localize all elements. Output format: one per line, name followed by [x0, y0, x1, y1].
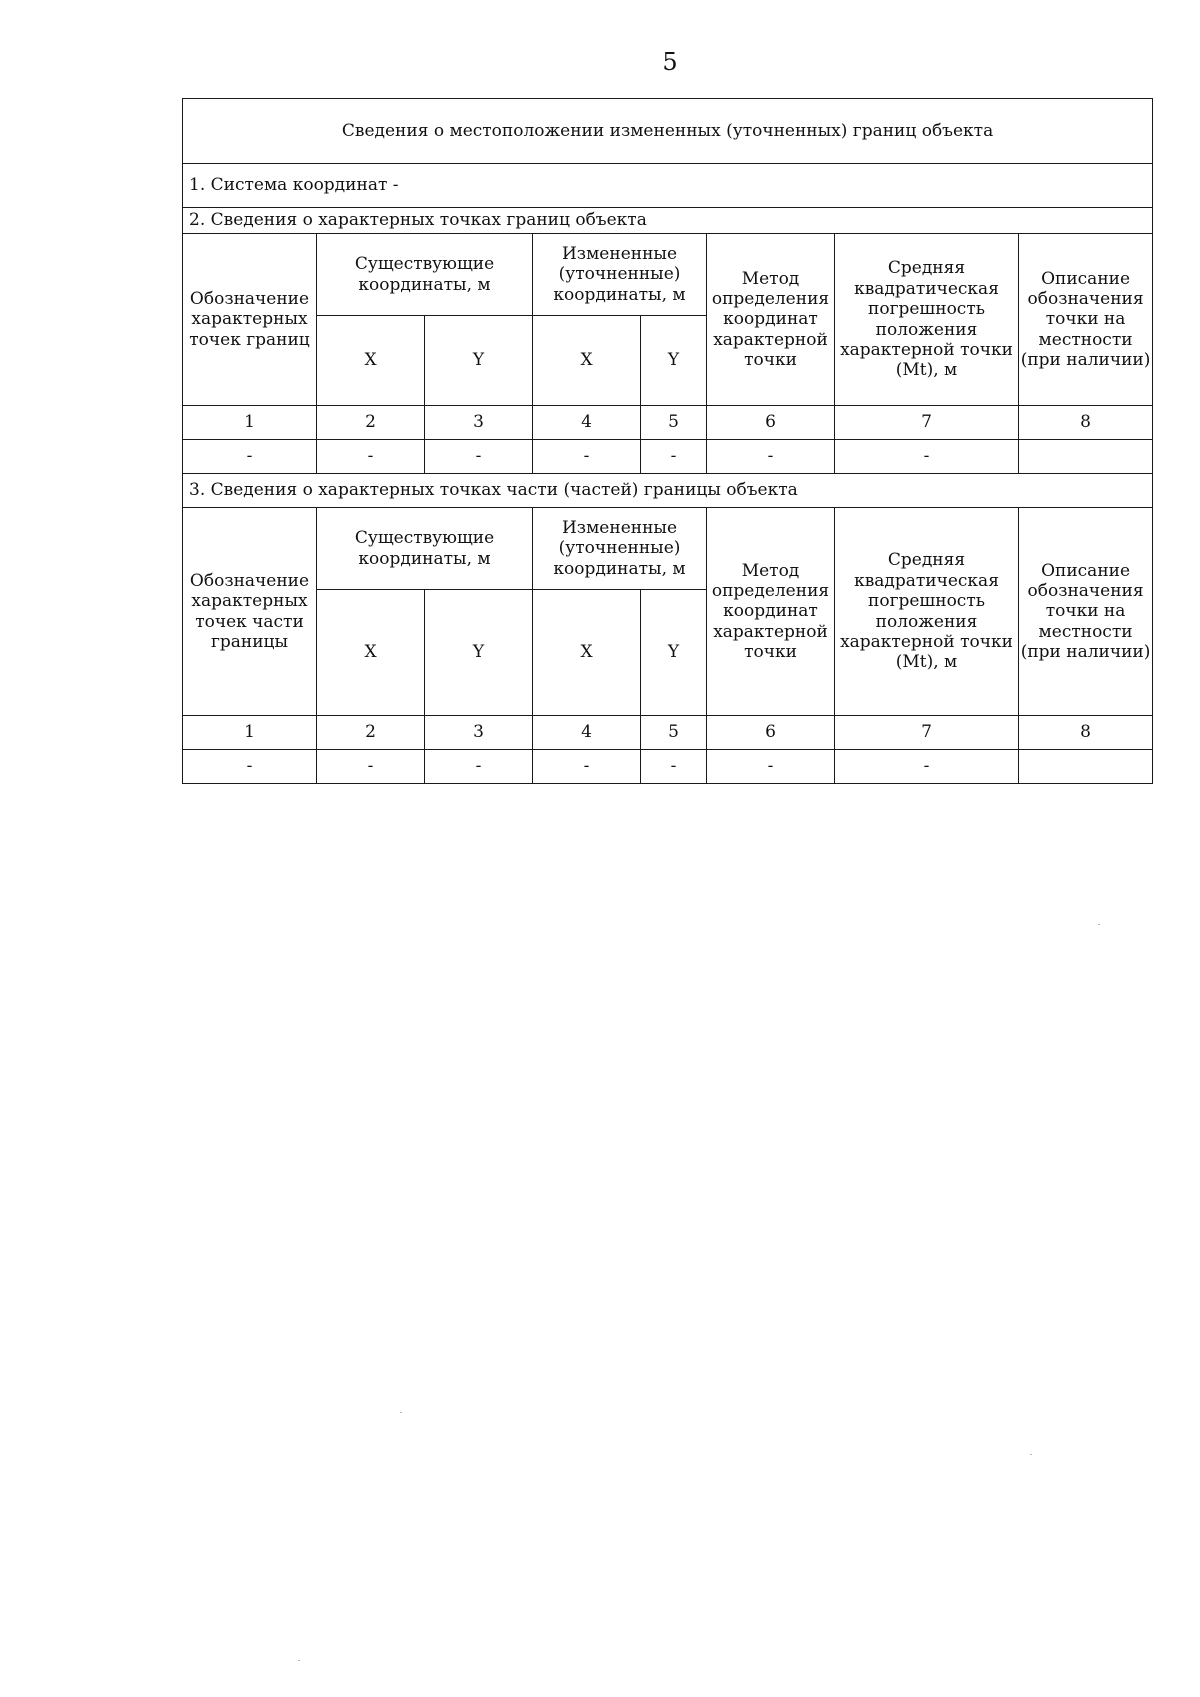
title-row [183, 99, 1153, 164]
column-number: 7 [835, 406, 1019, 440]
section3-header-method: Метод определения координат характерной точки [707, 508, 835, 716]
table-cell: - [183, 440, 317, 474]
table-cell: - [835, 440, 1019, 474]
section2-header-changed: Измененные (уточненные) координаты, м [533, 234, 707, 316]
section3-title-row [183, 474, 1153, 508]
page-number: 5 [662, 48, 678, 76]
scan-speck [1030, 1454, 1032, 1455]
column-number: 1 [183, 716, 317, 750]
table-cell [1019, 750, 1153, 784]
column-number: 5 [641, 716, 707, 750]
section3-title: 3. Сведения о характерных точках части (частей) границы объекта [183, 474, 1153, 508]
section2-header-existing-x: X [317, 316, 425, 406]
table-cell: - [641, 440, 707, 474]
table-cell: - [183, 750, 317, 784]
scan-speck [1098, 924, 1100, 925]
section3-header-error: Средняя квадратическая погрешность положения характерной точки (Mt), м [835, 508, 1019, 716]
column-number: 3 [425, 406, 533, 440]
table-title: Сведения о местоположении измененных (уточненных) границ объекта [183, 99, 1153, 164]
section3-header-changed-x: X [533, 590, 641, 716]
section2-header-changed-x: X [533, 316, 641, 406]
column-number: 8 [1019, 406, 1153, 440]
table-row [183, 440, 1153, 474]
section3-header-row [183, 508, 1153, 590]
column-number: 6 [707, 716, 835, 750]
column-number: 8 [1019, 716, 1153, 750]
table-cell: - [641, 750, 707, 784]
table-cell: - [425, 750, 533, 784]
table-cell: - [533, 440, 641, 474]
table-cell: - [707, 440, 835, 474]
section3-header-changed: Измененные (уточненные) координаты, м [533, 508, 707, 590]
column-number: 4 [533, 716, 641, 750]
section2-header-existing-y: Y [425, 316, 533, 406]
section2-title-row [183, 208, 1153, 234]
table-cell [1019, 440, 1153, 474]
section3-header-existing: Существующие координаты, м [317, 508, 533, 590]
coordinate-system-label: 1. Система координат - [183, 164, 1153, 208]
section2-header-changed-y: Y [641, 316, 707, 406]
column-number: 5 [641, 406, 707, 440]
section3-header-existing-y: Y [425, 590, 533, 716]
table-cell: - [317, 750, 425, 784]
column-number: 6 [707, 406, 835, 440]
section2-header-method: Метод определения координат характерной точки [707, 234, 835, 406]
table-row [183, 750, 1153, 784]
section2-header-designation: Обозначение характерных точек границ [183, 234, 317, 406]
column-number: 1 [183, 406, 317, 440]
table-cell: - [835, 750, 1019, 784]
column-number: 3 [425, 716, 533, 750]
coordinate-system-row [183, 164, 1153, 208]
column-number: 2 [317, 716, 425, 750]
scan-speck [400, 1412, 402, 1413]
column-number: 7 [835, 716, 1019, 750]
table-cell: - [533, 750, 641, 784]
table-cell: - [317, 440, 425, 474]
boundary-info-table [182, 98, 1153, 784]
column-number: 4 [533, 406, 641, 440]
section2-title: 2. Сведения о характерных точках границ объекта [183, 208, 1153, 234]
section2-header-existing: Существующие координаты, м [317, 234, 533, 316]
section3-header-changed-y: Y [641, 590, 707, 716]
section3-header-designation: Обозначение характерных точек части границы [183, 508, 317, 716]
section2-header-description: Описание обозначения точки на местности (при наличии) [1019, 234, 1153, 406]
table-cell: - [707, 750, 835, 784]
section3-header-existing-x: X [317, 590, 425, 716]
scan-speck [298, 1660, 300, 1661]
section3-column-numbers-row [183, 716, 1153, 750]
section2-header-row [183, 234, 1153, 316]
table-cell: - [425, 440, 533, 474]
column-number: 2 [317, 406, 425, 440]
section3-header-description: Описание обозначения точки на местности (при наличии) [1019, 508, 1153, 716]
section2-header-error: Средняя квадратическая погрешность положения характерной точки (Mt), м [835, 234, 1019, 406]
section2-column-numbers-row [183, 406, 1153, 440]
